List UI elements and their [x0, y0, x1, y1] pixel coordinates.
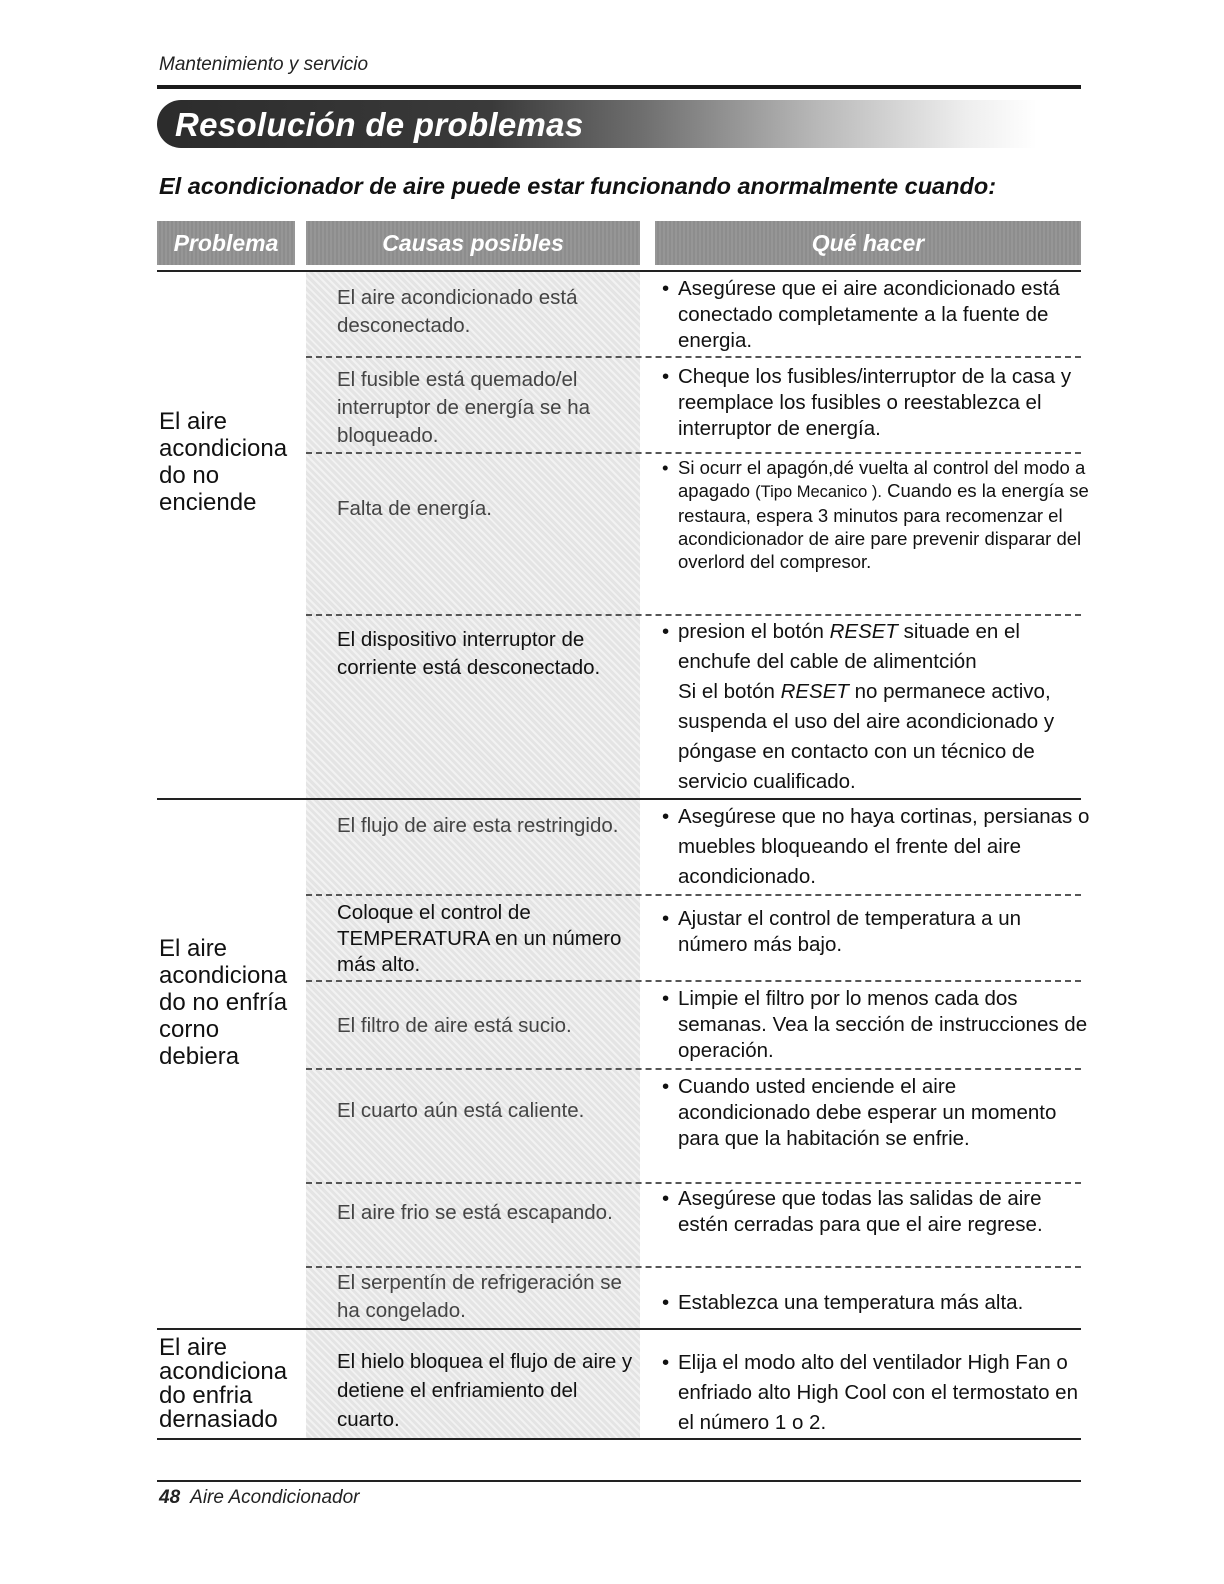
action-cell: • Elija el modo alto del ventilador High Fan o enfriado alto High Cool con el termostato en el número 1 o 2.: [662, 1351, 1078, 1434]
action-cell: • Asegúrese que no haya cortinas, persianas o muebles bloqueando el frente del aire acondicionado.: [662, 805, 1090, 888]
table-bottom-rule: [157, 1438, 1081, 1440]
action-cell: • Cheque los fusibles/interruptor de la casa y reemplace los fusibles o reestablezca el interruptor de energía.: [662, 365, 1072, 440]
cause-cell: Falta de energía.: [337, 497, 492, 520]
row-divider: [306, 356, 1081, 358]
problem-no-enfria: El aire acondiciona do no enfría corno debiera: [159, 935, 288, 1070]
cause-cell: Coloque el control de TEMPERATURA en un número más alto.: [337, 901, 622, 976]
row-divider: [306, 1068, 1081, 1070]
column-header-causes: Causas posibles: [306, 221, 640, 265]
row-divider: [306, 1266, 1081, 1268]
problem-no-enciende: El aire acondiciona do no enciende: [159, 408, 288, 516]
subtitle: El acondicionador de aire puede estar funcionando anormalmente cuando:: [159, 173, 997, 199]
footer-label: Aire Acondicionador: [190, 1487, 360, 1508]
cause-cell: El filtro de aire está sucio.: [337, 1014, 572, 1037]
table-top-rule: [157, 270, 1081, 272]
cause-cell: El fusible está quemado/el interruptor de energía se ha bloqueado.: [337, 368, 590, 447]
cause-cell: El dispositivo interruptor de corriente está desconectado.: [337, 628, 601, 679]
action-cell: • Establezca una temperatura más alta.: [662, 1291, 1024, 1314]
action-cell: • Asegúrese que ei aire acondicionado está conectado completamente a la fuente de energia.: [662, 277, 1060, 352]
cause-cell: El flujo de aire esta restringido.: [337, 814, 619, 837]
section-title-bar: [157, 100, 1037, 148]
cause-cell: El serpentín de refrigeración se ha congelado.: [337, 1271, 622, 1322]
bottom-rule: [157, 1480, 1081, 1482]
cause-cell: El aire acondicionado está desconectado.: [337, 286, 578, 337]
row-divider: [306, 894, 1081, 896]
row-divider: [306, 452, 1081, 454]
cause-cell: El cuarto aún está caliente.: [337, 1099, 585, 1122]
action-cell: • Limpie el filtro por lo menos cada dos semanas. Vea la sección de instrucciones de operación.: [662, 987, 1088, 1062]
problem-enfria-demasiado: El aire acondiciona do enfria dernasiado: [159, 1334, 288, 1433]
cause-cell: El aire frio se está escapando.: [337, 1201, 613, 1224]
action-cell: • Si ocurr el apagón,dé vuelta al control del modo a apagado (Tipo Mecanico ). Cuando es la energía se restaura, espera 3 minutos para recomenzar el acondicionador de aire pare prevenir disparar del overlord del compresor.: [662, 457, 1089, 572]
running-head: Mantenimiento y servicio: [159, 54, 369, 75]
group-divider: [157, 1328, 1081, 1330]
section-title: Resolución de problemas: [175, 106, 584, 143]
cause-cell: El hielo bloquea el flujo de aire y detiene el enfriamiento del cuarto.: [337, 1350, 633, 1431]
page-number: 48: [159, 1487, 181, 1508]
action-cell: • Cuando usted enciende el aire acondicionado debe esperar un momento para que la habitación se enfrie.: [662, 1075, 1057, 1150]
column-header-problem: Problema: [157, 221, 295, 265]
group-divider: [157, 798, 1081, 800]
action-cell: • presion el botón RESET situade en el enchufe del cable de alimentción Si el botón RESET no permanece activo, suspenda el uso del aire acondicionado y póngase en contacto con un técnico de servicio cualificado.: [662, 620, 1055, 793]
action-cell: • Asegúrese que todas las salidas de aire estén cerradas para que el aire regrese.: [662, 1187, 1043, 1236]
column-header-actions: Qué hacer: [655, 221, 1081, 265]
top-rule: [157, 85, 1081, 89]
row-divider: [306, 614, 1081, 616]
row-divider: [306, 980, 1081, 982]
row-divider: [306, 1182, 1081, 1184]
page-footer: [159, 1487, 359, 1509]
action-cell: • Ajustar el control de temperatura a un número más bajo.: [662, 907, 1021, 956]
